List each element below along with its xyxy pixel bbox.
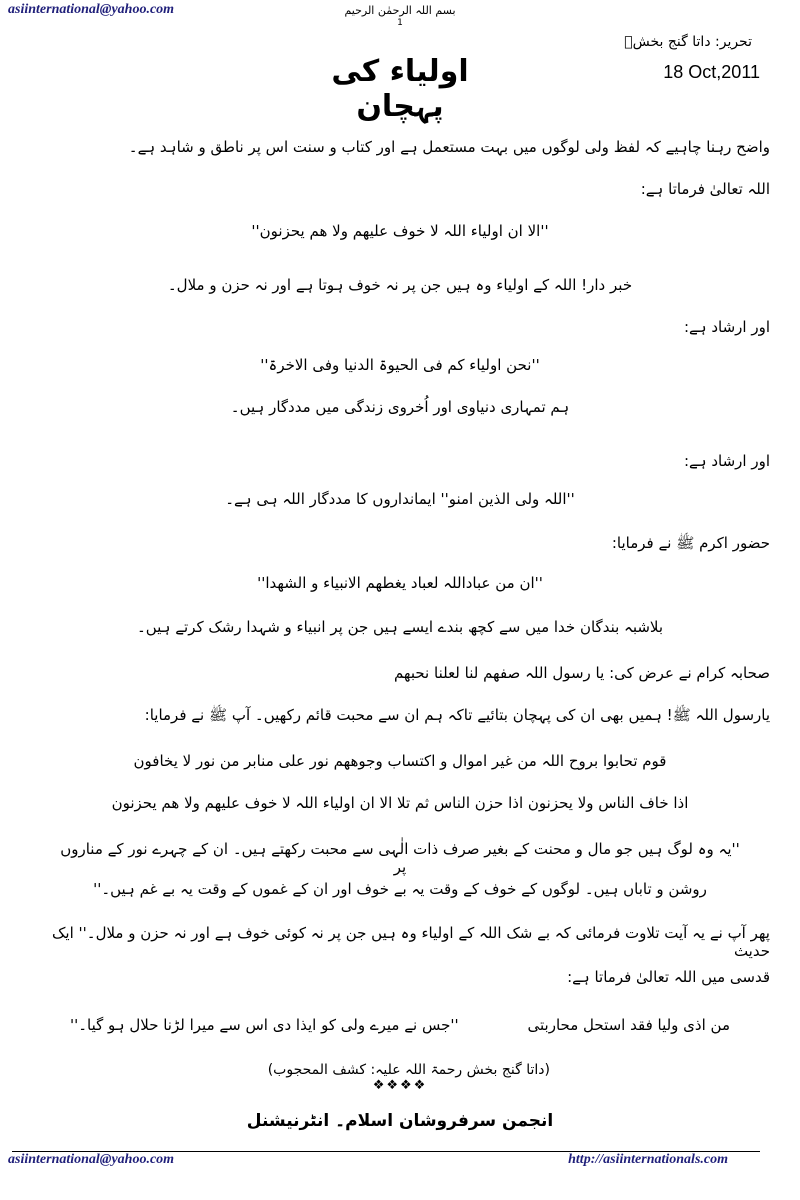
translation-2: ہم تمہاری دنیاوی اور اُخروی زندگی میں مددگار ہیں۔ <box>230 398 570 416</box>
arabic-hadith-2: قوم تحابوا بروح اللہ من غیر اموال و اکتساب وجوھھم نور علی منابر من نور لا یخافون <box>133 752 667 770</box>
header-email[interactable]: asiinternational@yahoo.com <box>8 2 175 17</box>
arabic-verse-1: ''الا ان اولیاء اللہ لا خوف علیھم ولا ھم یحزنون'' <box>251 222 549 240</box>
organization-name: انجمن سرفروشان اسلام۔ انٹرنیشنل <box>246 1111 554 1131</box>
page-title: اولیاء کی پہچان <box>331 54 469 124</box>
paragraph-and-said-1: اور ارشاد ہے: <box>683 318 770 336</box>
arabic-hadith-4: من اذی ولیا فقد استحل محاربتی <box>527 1016 730 1034</box>
paragraph-hadith-qudsi: قدسی میں اللہ تعالیٰ فرماتا ہے: <box>567 968 770 986</box>
author-line: تحریر: داتا گنج بخشؒ <box>624 34 752 50</box>
footer-website-link[interactable]: http://asiinternationals.com <box>568 1152 728 1167</box>
arabic-verse-2: ''نحن اولیاء کم فی الحیوۃ الدنیا وفی الاخرۃ'' <box>260 356 540 374</box>
paragraph-prophet-reply: یارسول اللہ ﷺ! ہمیں بھی ان کی پہچان بتائیے تاکہ ہم ان سے محبت قائم رکھیں۔ آپ ﷺ نے فرمایا: <box>144 706 770 724</box>
paragraph-intro: واضح رہنا چاہیے کہ لفظ ولی لوگوں میں بہت مستعمل ہے اور کتاب و سنت اس پر ناطق و شاہد ہے۔ <box>128 138 770 156</box>
translation-1: خبر دار! اللہ کے اولیاء وہ ہیں جن پر نہ خوف ہوتا ہے اور نہ حزن و ملال۔ <box>167 276 633 294</box>
translation-7: ''جس نے میرے ولی کو ایذا دی اس سے میرا لڑنا حلال ہو گیا۔'' <box>70 1016 459 1034</box>
arabic-hadith-3: اذا خاف الناس ولا یحزنون اذا حزن الناس ثم تلا الا ان اولیاء اللہ لا خوف علیھم ولا ھم یحزنون <box>111 794 689 812</box>
translation-6: روشن و تاباں ہیں۔ لوگوں کے خوف کے وقت یہ بے خوف اور ان کے غموں کے وقت یہ بے غم ہیں۔'' <box>93 880 707 898</box>
translation-5: ''یہ وہ لوگ ہیں جو مال و محنت کے بغیر صرف ذات الٰہی سے محبت رکھتے ہیں۔ ان کے چہرے نور کے مناروں پر <box>60 840 740 876</box>
paragraph-prophet-said: حضور اکرم ﷺ نے فرمایا: <box>611 534 770 552</box>
ornament-divider: ❖❖❖❖ <box>372 1078 428 1093</box>
bismillah: بسم اللہ الرحمٰن الرحیم <box>344 4 456 17</box>
date: 18 Oct,2011 <box>663 62 760 82</box>
reference: (داتا گنج بخش رحمۃ اللہ علیہ: کشف المحجوب) <box>267 1062 550 1078</box>
arabic-verse-3: ''اللہ ولی الذین امنو'' ایمانداروں کا مددگار اللہ ہی ہے۔ <box>225 490 575 508</box>
paragraph-companions: صحابہ کرام نے عرض کی: یا رسول اللہ صفھم لنا لعلنا نحبھم <box>393 664 770 682</box>
footer-email[interactable]: asiinternational@yahoo.com <box>8 1152 175 1167</box>
paragraph-and-said-2: اور ارشاد ہے: <box>683 452 770 470</box>
paragraph-recited-verse: پھر آپ نے یہ آیت تلاوت فرمائی کہ بے شک اللہ کے اولیاء وہ ہیں جن پر نہ کوئی خوف ہے اور نہ حزن و ملال۔'' ایک حدیث <box>52 924 770 960</box>
page-number: 1 <box>397 18 403 28</box>
translation-4: بلاشبہ بندگان خدا میں سے کچھ بندے ایسے ہیں جن پر انبیاء و شہدا رشک کرتے ہیں۔ <box>136 618 664 636</box>
paragraph-allah-says: اللہ تعالیٰ فرماتا ہے: <box>640 180 770 198</box>
arabic-hadith-1: ''ان من عباداللہ لعباد یغطھم الانبیاء و الشھدا'' <box>257 574 543 592</box>
